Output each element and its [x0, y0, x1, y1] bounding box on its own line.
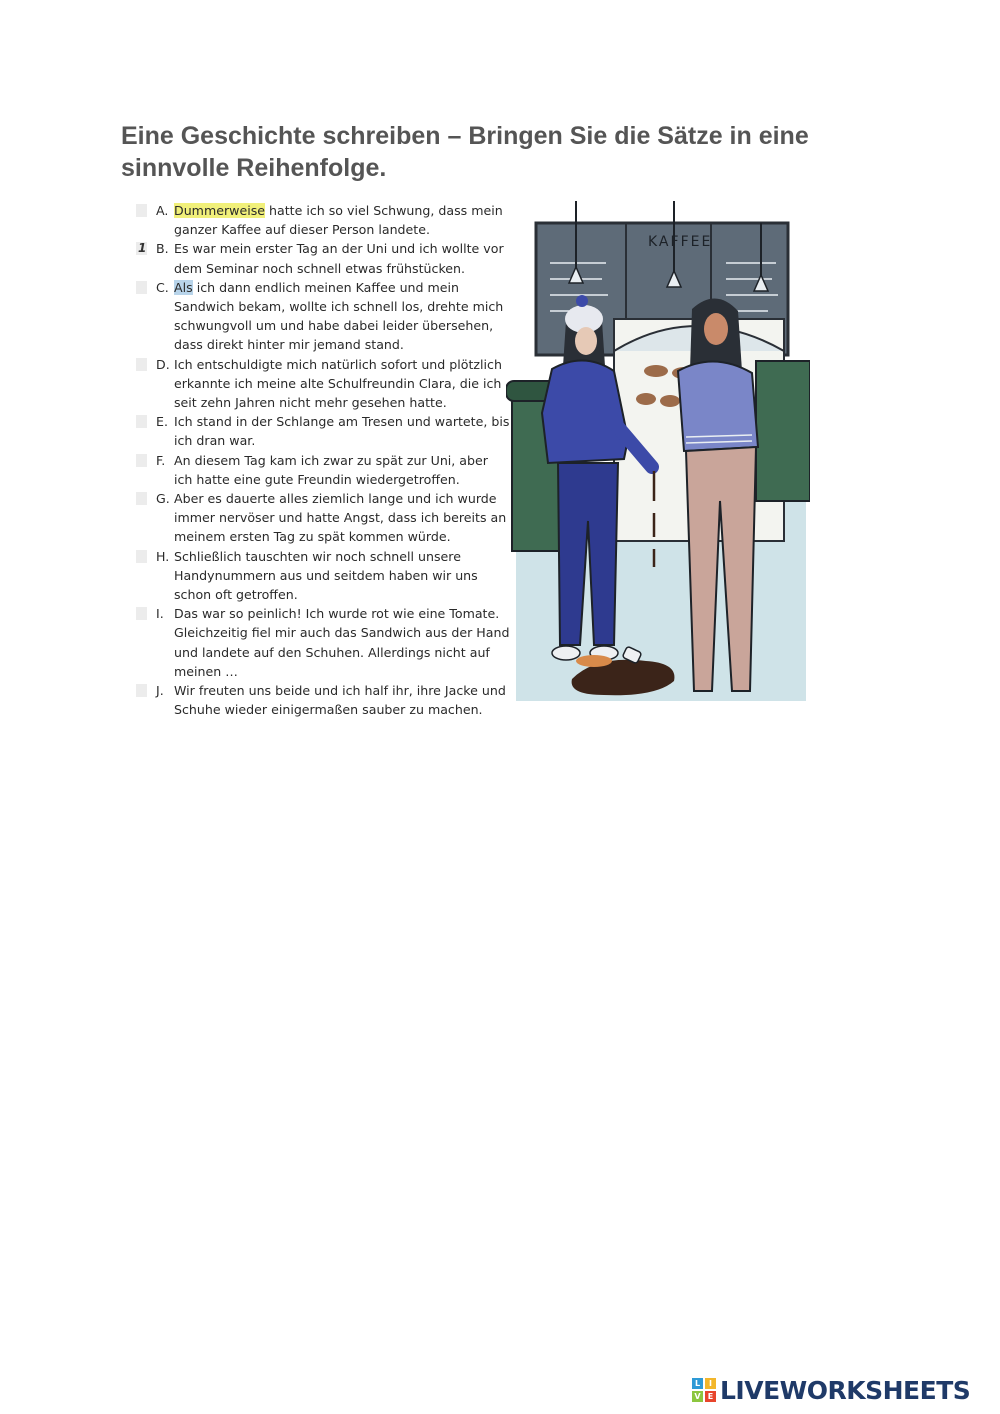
sentence-text: hatte ich so viel Schwung, dass mein ganzer Kaffee auf dieser Person landete. — [174, 203, 503, 238]
sentence-letter: C. — [156, 279, 169, 295]
sentence-letter: I. — [156, 606, 164, 622]
sentence-item — [130, 547, 510, 605]
sentence-item — [130, 412, 510, 450]
logo-letter: L — [692, 1378, 703, 1389]
liveworksheets-logo[interactable] — [692, 1374, 970, 1406]
sentence-text: Aber es dauerte alles ziemlich lange und ich wurde immer nervöser und hatte Angst, dass ich bereits an meinem ersten Tag zu spät kommen würde. — [174, 491, 507, 545]
answer-box[interactable] — [136, 607, 147, 620]
logo-text: LIVEWORKSHEETS — [720, 1375, 971, 1405]
sentence-letter: F. — [156, 452, 166, 468]
sentence-item — [130, 355, 510, 413]
scanned-exercise — [130, 195, 810, 720]
highlighted-word: Dummerweise — [174, 203, 265, 218]
highlighted-word: Als — [174, 279, 193, 295]
sentence-text: Ich entschuldigte mich natürlich sofort und plötzlich erkannte ich meine alte Schulfreundin Clara, die ich seit zehn Jahren nicht mehr gesehen hatte. — [174, 356, 502, 411]
logo-letter: E — [705, 1391, 716, 1402]
sentence-item — [130, 201, 510, 239]
person-left-jacket — [542, 360, 628, 463]
sentence-item — [130, 239, 510, 277]
sentence-item — [130, 681, 510, 719]
sentence-text: Es war mein erster Tag an der Uni und ich wollte vor dem Seminar noch schnell etwas frühstücken. — [174, 241, 504, 276]
sentence-list — [130, 201, 510, 719]
answer-box[interactable] — [136, 281, 147, 294]
sentence-text: An diesem Tag kam ich zwar zu spät zur Uni, aber ich hatte eine gute Freundin wiedergetroffen. — [174, 452, 488, 487]
sentence-item — [130, 489, 510, 547]
logo-letter: V — [692, 1391, 703, 1402]
answer-box[interactable] — [136, 204, 147, 217]
sentence-text: ich dann endlich meinen Kaffee und mein Sandwich bekam, wollte ich schnell los, drehte mich schwungvoll um und habe dabei leider übersehen, dass direkt hinter mir jemand stand. — [174, 279, 504, 353]
sentence-text: Schließlich tauschten wir noch schnell unsere Handynummern aus und seitdem haben wir uns schon oft getroffen. — [174, 548, 478, 603]
logo-letter: I — [705, 1378, 716, 1389]
sentence-letter: B. — [156, 241, 169, 257]
answer-box[interactable] — [136, 492, 147, 505]
sentence-letter: G. — [156, 491, 170, 507]
sentence-letter: J. — [156, 683, 164, 699]
sentence-letter: H. — [156, 548, 170, 564]
sentence-letter: D. — [156, 356, 170, 372]
answer-box[interactable] — [136, 415, 147, 428]
sentence-text: Ich stand in der Schlange am Tresen und wartete, bis ich dran war. — [174, 414, 510, 449]
kaffee-sign: KAFFEE — [648, 234, 713, 250]
page-title: Eine Geschichte schreiben – Bringen Sie die Sätze in eine sinnvolle Reihenfolge. — [121, 122, 809, 182]
sentence-text: Das war so peinlich! Ich wurde rot wie eine Tomate. Gleichzeitig fiel mir auch das Sandwich aus der Hand und landete auf den Schuhen. Allerdings nicht auf meinen … — [174, 606, 510, 679]
sentence-letter: E. — [156, 414, 168, 430]
cafe-illustration — [506, 201, 810, 711]
answer-number: 1 — [138, 241, 147, 256]
answer-box[interactable] — [136, 358, 147, 371]
sentence-item — [130, 278, 510, 355]
answer-box[interactable] — [136, 454, 147, 467]
answer-box[interactable] — [136, 684, 147, 697]
sentence-item — [130, 451, 510, 489]
sentence-letter: A. — [156, 203, 169, 218]
sentence-item — [130, 604, 510, 681]
sentence-text: Wir freuten uns beide und ich half ihr, ihre Jacke und Schuhe wieder einigermaßen sauber zu machen. — [174, 683, 506, 718]
answer-box[interactable] — [136, 550, 147, 563]
liveworksheets-logo-icon — [692, 1378, 716, 1402]
